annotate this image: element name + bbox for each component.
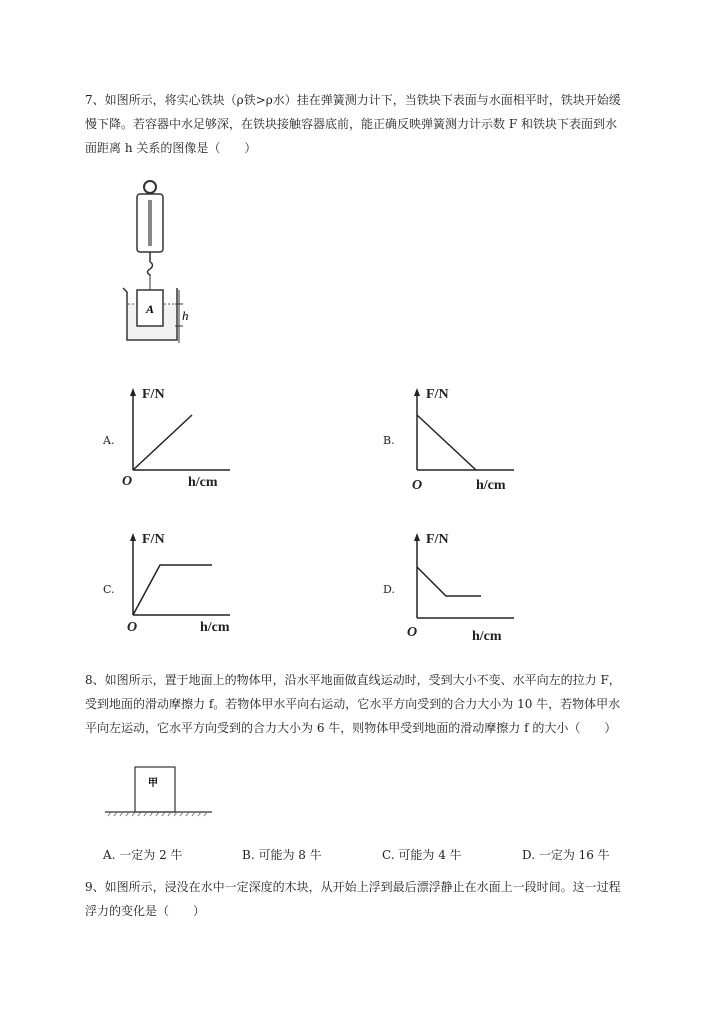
q8-option-a[interactable]: A. 一定为 2 牛 [103, 848, 183, 862]
y-axis-label: F/N [142, 387, 165, 402]
graph-option-d[interactable] [404, 530, 524, 645]
text-line: 7、如图所示，将实心铁块（ρ铁>ρ水）挂在弹簧测力计下，当铁块下表面与水面相平时，铁块开始缓 [85, 93, 621, 107]
origin-label: O [412, 478, 423, 493]
y-axis-label: F/N [426, 532, 449, 547]
option-d-label[interactable]: D. [383, 583, 395, 596]
text-line: 受到地面的滑动摩擦力 f。若物体甲水平向右运动，它水平方向受到的合力大小为 10 牛，若物体甲水 [85, 697, 621, 711]
text-line: 浮力的变化是（ ） [85, 904, 206, 918]
x-axis-label: h/cm [472, 629, 502, 644]
graph-option-a[interactable] [120, 385, 240, 495]
y-axis-label: F/N [142, 532, 165, 547]
block-jia-label: 甲 [148, 778, 158, 789]
x-axis-label: h/cm [200, 620, 230, 635]
origin-label: O [407, 625, 418, 640]
q8-option-d[interactable]: D. 一定为 16 牛 [522, 848, 610, 862]
text-line: 9、如图所示，浸没在水中一定深度的木块，从开始上浮到最后漂浮静止在水面上一段时间。这一过程 [85, 880, 621, 894]
x-axis-label: h/cm [476, 478, 506, 493]
text-line: 慢下降。若容器中水足够深，在铁块接触容器底前，能正确反映弹簧测力计示数 F 和铁块下表面到水 [85, 117, 617, 131]
block-a-label: A [146, 302, 155, 316]
question-8-text [85, 668, 705, 740]
spring-scale-figure [115, 178, 195, 348]
q8-option-b[interactable]: B. 可能为 8 牛 [242, 848, 322, 862]
x-axis-label: h/cm [188, 475, 218, 490]
y-axis-label: F/N [426, 387, 449, 402]
q8-option-c[interactable]: C. 可能为 4 牛 [382, 848, 462, 862]
depth-label: h [182, 308, 189, 323]
text-line: 面距离 h 关系的图像是（ ） [85, 141, 257, 155]
option-a-label[interactable]: A. [103, 434, 115, 447]
text-line: 平向左运动，它水平方向受到的合力大小为 6 牛，则物体甲受到地面的滑动摩擦力 f 的大小（ ） [85, 721, 617, 735]
graph-option-b[interactable] [404, 385, 524, 495]
question-7-text [85, 88, 705, 160]
graph-option-c[interactable] [120, 530, 240, 640]
block-on-ground-figure [100, 760, 220, 820]
text-line: 8、如图所示，置于地面上的物体甲，沿水平地面做直线运动时，受到大小不变、水平向左的拉力 F， [85, 673, 621, 687]
option-b-label[interactable]: B. [383, 434, 395, 447]
origin-label: O [127, 620, 138, 635]
option-c-label[interactable]: C. [103, 583, 115, 596]
question-9-text [85, 875, 705, 923]
origin-label: O [122, 474, 133, 489]
